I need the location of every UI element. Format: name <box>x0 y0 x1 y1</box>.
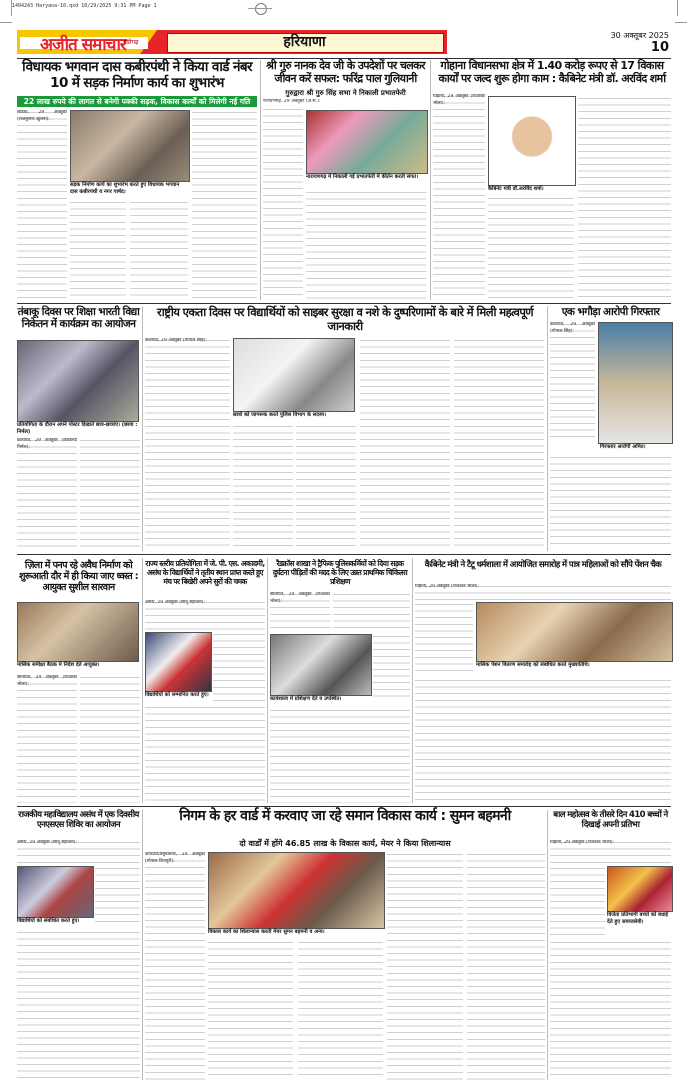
article-body <box>70 200 126 300</box>
print-slug: 1404243 Haryana-10.qxd 10/29/2025 9:31 PM Page 1 <box>12 3 157 9</box>
article-photo <box>306 110 428 174</box>
article-body <box>415 678 671 803</box>
article-dateline: सोनीपत, 29 अक्तूबर (राजेश्वर भोला): <box>270 592 330 632</box>
column-divider <box>142 810 143 1080</box>
registration-mark-icon <box>248 8 272 9</box>
article-dateline: लाडवा, 29 अक्तूबर (राजकुमार खुराना): <box>17 110 67 300</box>
article-body <box>233 424 293 548</box>
article-photo <box>145 632 212 692</box>
article-dateline: कलायत, 29 अक्तूबर (गोपाल सिंह): <box>550 322 595 442</box>
column-divider <box>547 810 548 1080</box>
article-body <box>488 196 574 300</box>
crop-mark <box>11 0 12 16</box>
photo-caption: गिरफ्तार आरोपी अमित। <box>600 444 646 450</box>
page-number: 10 <box>650 40 669 55</box>
article-headline: विधायक भगवान दास कबीरपंथी ने किया वार्ड नंबर 10 में सड़क निर्माण कार्य का शुभारंभ <box>22 59 252 91</box>
crop-mark <box>0 22 12 23</box>
article-body <box>80 438 140 548</box>
photo-caption: मासिक समीक्षा बैठक में निर्देश देते आयुक्त। <box>17 662 100 668</box>
article-body <box>467 852 545 1080</box>
article-subhead: दो वार्डों में होंगे 46.85 लाख के विकास कार्य, मेयर ने किया शिलान्यास <box>239 839 451 848</box>
article-body <box>415 602 473 672</box>
article-dateline: गोहाना, 29 अक्तूबर (राजेश्वर भोला): <box>550 840 671 865</box>
article-headline: रैडक्रॉस शाखा ने ट्रैफिक पुलिसकर्मियों को दिया सड़क दुर्घटना पीड़ितों की मदद के लिए उन्नत प्राथमिक चिकित्सा प्रशिक्षण <box>272 559 408 586</box>
crop-mark <box>675 22 687 23</box>
photo-caption: विद्यार्थियों को संबोधित करते हुए। <box>17 918 80 924</box>
article-subhead: 22 लाख रुपये की लागत से बनेगी पक्की सड़क, विकास कार्यों को मिलेगी नई गति <box>17 96 257 107</box>
article-body <box>130 200 188 300</box>
divider <box>17 303 671 304</box>
article-headline: राष्ट्रीय एकता दिवस पर विद्यार्थियों को साइबर सुरक्षा व नशे के दुष्परिणामों के बारे में मिली महत्वपूर्ण जानकारी <box>157 305 533 333</box>
photo-caption: कार्यशाला में प्रशिक्षण देते व उपस्थित। <box>270 696 342 702</box>
article-photo <box>476 602 673 662</box>
article-body <box>578 96 671 300</box>
crop-mark <box>677 0 678 16</box>
article-photo <box>607 866 673 912</box>
article-body <box>263 107 303 300</box>
column-divider <box>547 306 548 551</box>
article-dateline: असंध, 29 अक्तूबर (सोनू महाजन): <box>17 840 140 865</box>
article-photo <box>233 338 355 412</box>
article-photo <box>208 852 385 929</box>
article-body <box>192 110 257 300</box>
article-dateline: जगाधरी/यमुनानगर, 29 अक्तूबर (गोपाल शिवपुरी): <box>145 852 205 1080</box>
photo-caption: सड़क निर्माण कार्य का शुभारंभ करते हुए विधायक भगवान दास कबीरपंथी व नगर पार्षद। <box>70 182 180 195</box>
article-dateline: गोहाना, 29 अक्तूबर (राजेश्वर भोला): <box>415 584 671 600</box>
registration-mark-icon <box>255 3 267 15</box>
article-body <box>17 930 140 1080</box>
article-body <box>145 705 265 803</box>
article-body <box>270 708 410 803</box>
divider <box>17 554 671 555</box>
article-photo <box>488 96 576 186</box>
article-body <box>454 338 544 548</box>
divider <box>17 806 671 807</box>
article-body <box>80 675 140 803</box>
article-headline: ज़िला में पनप रहे अवैध निर्माण को शुरूआती दौर में ही किया जाए ध्वस्त : आयुक्त सुशील सारवान <box>18 560 138 594</box>
article-photo <box>598 322 673 444</box>
photo-caption: विजेता प्रतिभागी बच्चों को बधाई देते हुए समाजसेवी। <box>607 912 669 925</box>
photo-caption: नारायणगढ़ में निकाली गई प्रभातफेरी में कीर्तन करती संगत। <box>306 174 419 180</box>
article-subhead: गुरुद्वारा श्री गुरु सिंह सभा ने निकाली प्रभातफेरी <box>285 89 406 97</box>
column-divider <box>267 558 268 803</box>
article-dateline: कलायत, 29 अक्तूबर (कौशल्या निर्मल): <box>17 438 77 548</box>
photo-caption: मासिक पेंशन वितरण समारोह को संबोधित करते मुख्यातिथि। <box>476 662 590 668</box>
article-headline: निगम के हर वार्ड में करवाए जा रहे समान विकास कार्य : सुमन बहमनी <box>179 808 511 824</box>
article-body <box>333 592 410 632</box>
article-photo <box>70 110 190 182</box>
article-headline: गोहाना विधानसभा क्षेत्र में 1.40 करोड़ रूपए से 17 विकास कार्यों पर जल्द शुरू होगा काम : कैबिनेट मंत्री डॉ. अरविंद शर्मा <box>438 59 666 85</box>
article-dateline: कलायत, 29 अक्तूबर (गोपाल सिंह): <box>145 338 230 548</box>
issue-date: 30 अक्तूबर 2025 <box>610 31 669 40</box>
article-body <box>550 455 671 548</box>
article-photo <box>17 866 94 918</box>
article-headline: एक भगौड़ा आरोपी गिरफ्तार <box>561 306 660 318</box>
article-headline: राजकीय महाविद्यालय असंध में एक दिवसीय एनएसएस शिविर का आयोजन <box>18 810 139 831</box>
newspaper-logo: अजीत समाचार <box>40 35 126 55</box>
article-dateline: सोनीपत, 29 अक्तूबर (राजेश्वर भोला): <box>17 675 77 803</box>
article-headline: बाल महोत्सव के तीसरे दिन 410 बच्चों ने दिखाई अपनी प्रतिभा <box>553 810 668 831</box>
photo-caption: विद्यार्थियों को सम्मानित करते हुए। <box>145 692 209 698</box>
article-body <box>95 866 140 926</box>
column-divider <box>430 60 431 300</box>
article-body <box>306 190 426 300</box>
article-body <box>550 866 605 936</box>
article-dateline: नारायणगढ़, 29 अक्तूबर (अ.स.): <box>263 99 321 104</box>
column-divider <box>142 306 143 551</box>
article-headline: कैबिनेट मंत्री ने टैटू धर्मशाला में आयोजित समारोह में पात्र महिलाओं को सौंपे पेंशन चैक <box>424 560 662 570</box>
article-photo <box>17 602 139 662</box>
column-divider <box>260 60 261 300</box>
column-divider <box>412 558 413 803</box>
article-body <box>550 940 671 1080</box>
article-body <box>373 634 410 700</box>
photo-caption: विकास कार्य का शिलान्यास करती मेयर सुमन बहमनी व अन्य। <box>208 929 325 935</box>
article-headline: राज्य स्तरीय प्रतियोगिता में जे. पी. एस. अकादमी, असंध के विद्यार्थियों ने तृतीय स्थान प्राप्त करते हुए मंच पर बिखेरी अपने सुरों की चमक <box>145 559 265 586</box>
photo-caption: कैबिनेट मंत्री डॉ.अरविंद शर्मा। <box>488 186 544 192</box>
photo-caption: प्रतियोगिता के दौरान अपने पोस्टर दिखाते छात्र-छात्राएं। (छाया : निर्मल) <box>17 422 138 435</box>
article-body <box>298 940 383 1080</box>
article-dateline: गोहाना, 29 अक्तूबर (राजेश्वर भोला): <box>433 94 485 300</box>
article-body <box>208 940 293 1080</box>
article-body <box>213 632 265 702</box>
article-headline: श्री गुरु नानक देव जी के उपदेशों पर चलकर जीवन करें सफल: फरिंद्र पाल गुलियानी <box>266 59 425 85</box>
article-photo <box>270 634 372 696</box>
article-dateline: असंध, 29 अक्तूबर (सोनू महाजन): <box>145 600 265 630</box>
section-title: हरियाणा <box>283 34 326 50</box>
article-body <box>360 338 450 548</box>
photo-caption: छात्रों को जागरूक करते पुलिस विभाग के सदस्य। <box>233 412 327 418</box>
edition-label: चंडीगढ़ <box>123 39 139 46</box>
article-headline: तंबाकू दिवस पर शिक्षा भारती विद्या निकेतन में कार्यक्रम का आयोजन <box>17 306 140 331</box>
article-body <box>387 852 463 1080</box>
column-divider <box>142 558 143 803</box>
article-photo <box>17 340 139 422</box>
article-body <box>296 424 356 548</box>
